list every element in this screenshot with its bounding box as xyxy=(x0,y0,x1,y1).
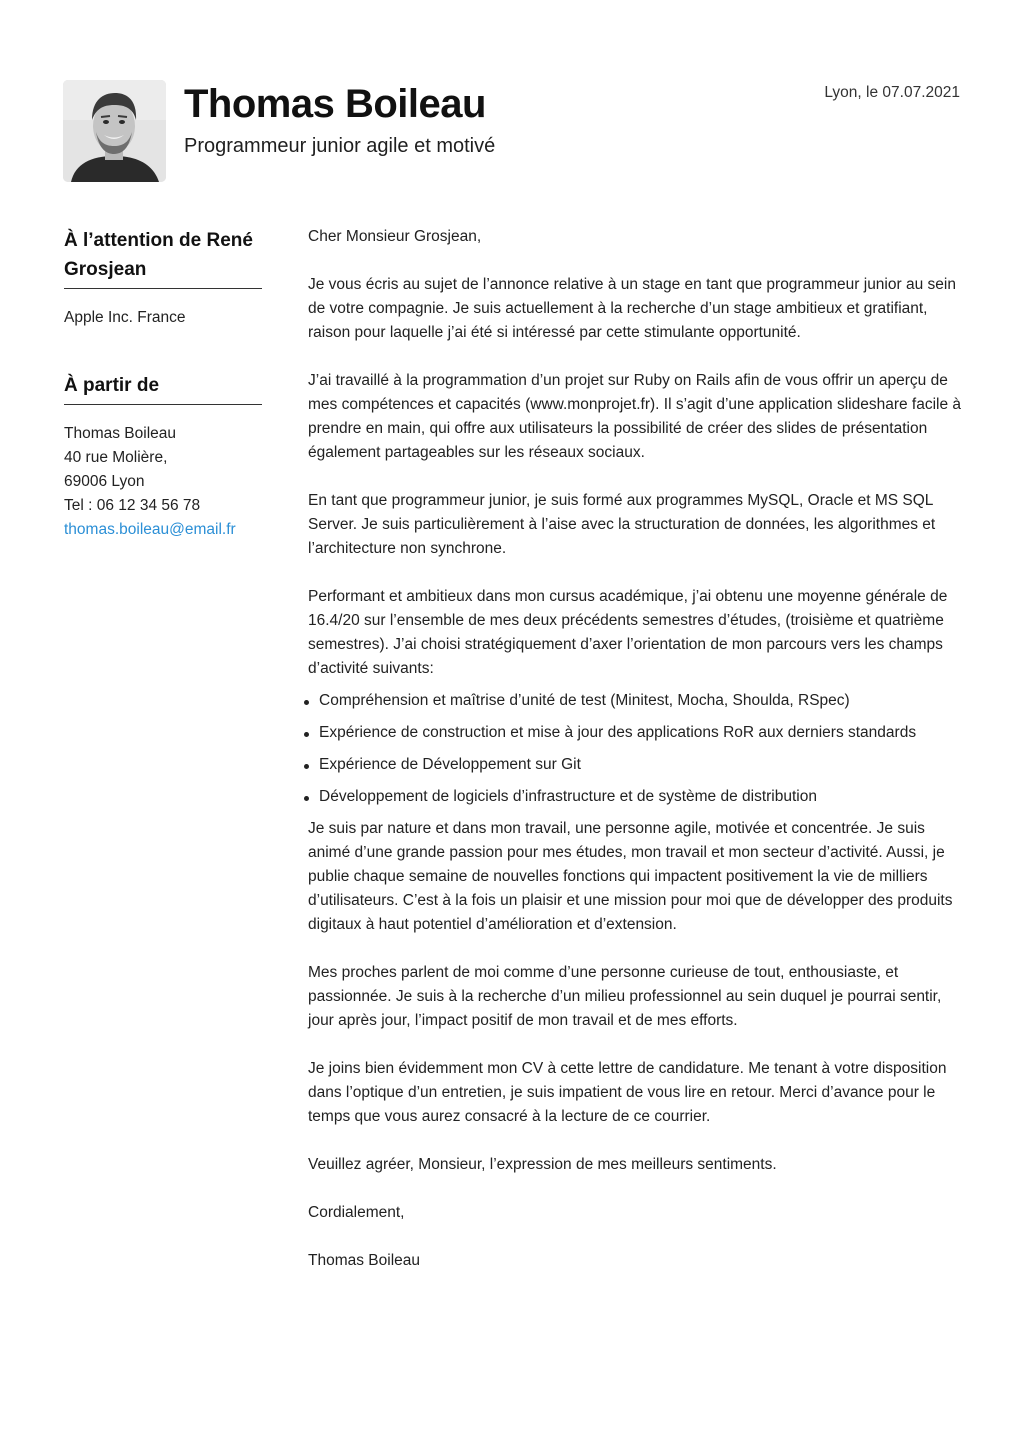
sender-name: Thomas Boileau xyxy=(64,425,177,442)
applicant-name: Thomas Boileau xyxy=(184,82,486,126)
list-item: Compréhension et maîtrise d’unité de test (Minitest, Mocha, Shoulda, RSpec) xyxy=(304,689,964,713)
letter-paragraph-7: Je joins bien évidemment mon CV à cette lettre de candidature. Me tenant à votre disposition dans l’optique d’un entretien, je suis impatient de vous lire en retour. Merci d’avance pour le temps que vous aurez consacré à la lecture de ce courrier. xyxy=(308,1060,947,1125)
letter-signature: Thomas Boileau xyxy=(308,1252,421,1269)
sidebar xyxy=(64,226,262,542)
letter-paragraph-3: En tant que programmeur junior, je suis formé aux programmes MySQL, Oracle et MS SQL Server. Je suis particulièrement à l’aise avec la structuration de données, les algorithmes et l’architecture non synchrone. xyxy=(308,492,936,557)
recipient-company: Apple Inc. France xyxy=(64,309,186,326)
sender-street: 40 rue Molière, xyxy=(64,449,168,466)
letter-date: Lyon, le 07.07.2021 xyxy=(824,84,960,101)
sender-heading: À partir de xyxy=(64,371,262,405)
skills-list xyxy=(304,689,964,809)
letter-paragraph-5: Je suis par nature et dans mon travail, une personne agile, motivée et concentrée. Je suis animé d’une grande passion pour mes études, mon travail et mon secteur d’activité. Aussi, je publie chaque semaine de nouvelles fonctions qui impactent positivement la vie de milliers d’utilisateurs. C’est à la fois un plaisir et une mission pour moi que de développer des produits digitaux à haut potentiel d’amélioration et d’extension. xyxy=(308,820,953,933)
letter-paragraph-8: Veuillez agréer, Monsieur, l’expression de mes meilleurs sentiments. xyxy=(308,1156,777,1173)
sender-details xyxy=(64,422,262,542)
letter-greeting: Cher Monsieur Grosjean, xyxy=(308,228,482,245)
letter-paragraph-1: Je vous écris au sujet de l’annonce relative à un stage en tant que programmeur junior au sein de votre compagnie. Je suis actuellement à la recherche d’un stage ambitieux et gratifiant, raison pour laquelle j’ai été si intéressé par cette stimulante opportunité. xyxy=(308,276,956,341)
recipient-heading: À l’attention de René Grosjean xyxy=(64,226,262,289)
sender-email-link[interactable]: thomas.boileau@email.fr xyxy=(64,521,236,538)
sender-phone: Tel : 06 12 34 56 78 xyxy=(64,497,201,514)
letter-closing: Cordialement, xyxy=(308,1204,405,1221)
letter-paragraph-4: Performant et ambitieux dans mon cursus académique, j’ai obtenu une moyenne générale de 16.4/20 sur l’ensemble de mes deux précédents semestres d’études, (troisième et quatrième semestres). J’ai choisi stratégiquement d’axer l’orientation de mon parcours vers les champs d’activité suivants: xyxy=(308,588,948,677)
profile-photo xyxy=(63,80,166,182)
list-item: Développement de logiciels d’infrastructure et de système de distribution xyxy=(304,785,964,809)
letter-body xyxy=(308,225,964,1297)
list-item: Expérience de Développement sur Git xyxy=(304,753,964,777)
list-item: Expérience de construction et mise à jour des applications RoR aux derniers standards xyxy=(304,721,964,745)
letter-paragraph-6: Mes proches parlent de moi comme d’une personne curieuse de tout, enthousiaste, et passionnée. Je suis à la recherche d’un milieu professionnel au sein duquel je pourrai sentir, jour après jour, l’impact positif de mon travail et de mes efforts. xyxy=(308,964,942,1029)
sender-city: 69006 Lyon xyxy=(64,473,145,490)
applicant-subtitle: Programmeur junior agile et motivé xyxy=(184,135,496,157)
letter-paragraph-2: J’ai travaillé à la programmation d’un projet sur Ruby on Rails afin de vous offrir un aperçu de mes compétences et capacités (www.monprojet.fr). Il s’agit d’une application slideshare facile à prendre en main, qui offre aux utilisateurs la possibilité de créer des slides de présentation également partageables sur les réseaux sociaux. xyxy=(308,372,962,461)
